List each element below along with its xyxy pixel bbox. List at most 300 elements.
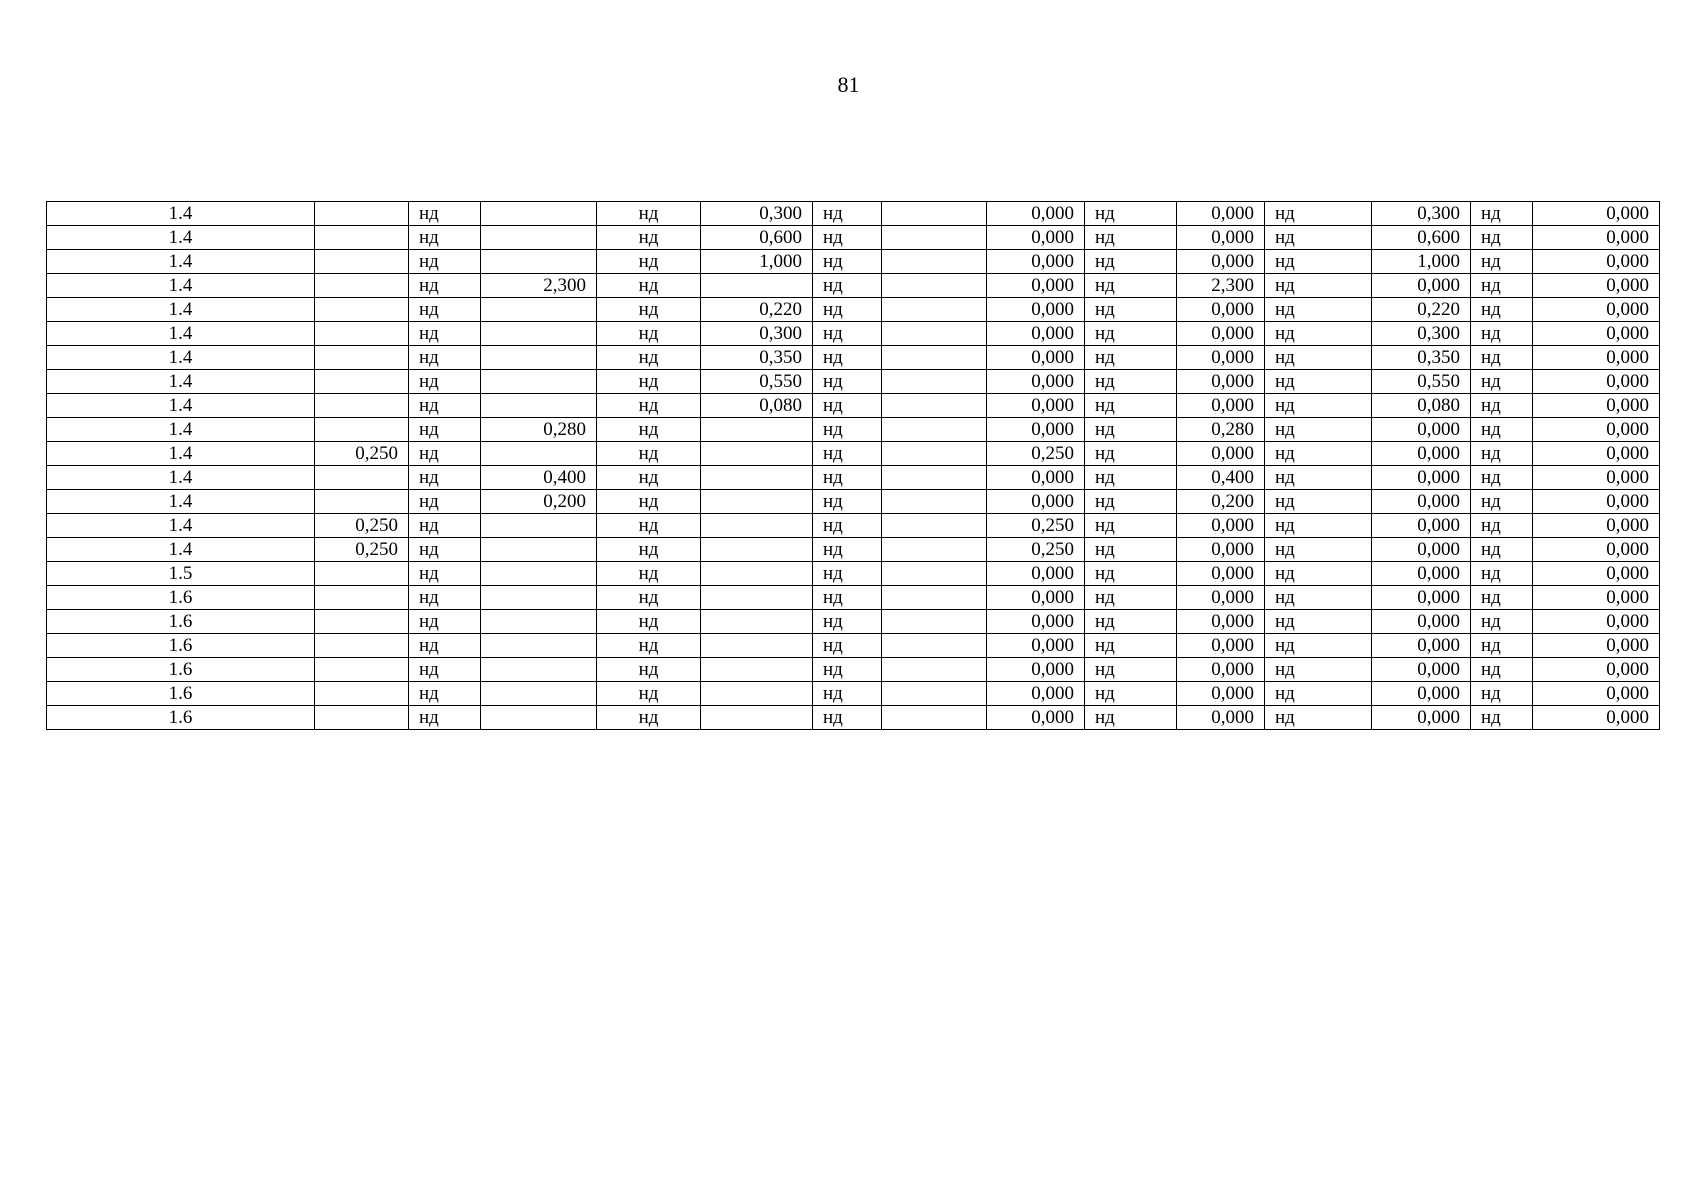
- nd-cell-5: нд: [1085, 610, 1177, 634]
- value-cell-8: 0,000: [1533, 586, 1660, 610]
- nd-cell-7: нд: [1471, 322, 1533, 346]
- value-cell-2: [481, 706, 597, 730]
- value-cell-7: 0,000: [1372, 442, 1471, 466]
- value-cell-8: 0,000: [1533, 490, 1660, 514]
- nd-cell-6: нд: [1265, 538, 1372, 562]
- nd-cell-1: нд: [409, 250, 481, 274]
- value-cell-1: [315, 490, 409, 514]
- value-cell-7: 0,600: [1372, 226, 1471, 250]
- value-cell-1: [315, 634, 409, 658]
- value-cell-1: 0,250: [315, 514, 409, 538]
- table-row: [47, 202, 1660, 226]
- value-cell-3: 1,000: [701, 250, 813, 274]
- nd-cell-7: нд: [1471, 682, 1533, 706]
- value-cell-2: [481, 562, 597, 586]
- value-cell-3: 0,300: [701, 202, 813, 226]
- nd-cell-3: нд: [813, 298, 882, 322]
- nd-cell-3: нд: [813, 682, 882, 706]
- value-cell-2: [481, 322, 597, 346]
- row-code-cell: 1.4: [47, 490, 315, 514]
- value-cell-8: 0,000: [1533, 442, 1660, 466]
- nd-cell-6: нд: [1265, 490, 1372, 514]
- nd-cell-7: нд: [1471, 274, 1533, 298]
- nd-cell-1: нд: [409, 610, 481, 634]
- nd-cell-3: нд: [813, 442, 882, 466]
- nd-cell-5: нд: [1085, 562, 1177, 586]
- table-row: [47, 250, 1660, 274]
- row-code-cell: 1.6: [47, 706, 315, 730]
- value-cell-8: 0,000: [1533, 202, 1660, 226]
- nd-cell-2: нд: [597, 706, 701, 730]
- nd-cell-2: нд: [597, 490, 701, 514]
- table-row: [47, 634, 1660, 658]
- nd-cell-3: нд: [813, 370, 882, 394]
- nd-cell-7: нд: [1471, 562, 1533, 586]
- nd-cell-5: нд: [1085, 370, 1177, 394]
- nd-cell-6: нд: [1265, 298, 1372, 322]
- nd-cell-3: нд: [813, 562, 882, 586]
- nd-cell-2: нд: [597, 514, 701, 538]
- nd-cell-3: нд: [813, 418, 882, 442]
- value-cell-1: [315, 562, 409, 586]
- value-cell-3: [701, 490, 813, 514]
- table-row: [47, 394, 1660, 418]
- value-cell-3: [701, 442, 813, 466]
- nd-cell-7: нд: [1471, 202, 1533, 226]
- value-cell-6: 0,000: [1177, 514, 1265, 538]
- table-row: [47, 538, 1660, 562]
- value-cell-8: 0,000: [1533, 466, 1660, 490]
- row-code-cell: 1.4: [47, 418, 315, 442]
- value-cell-8: 0,000: [1533, 346, 1660, 370]
- value-cell-3: [701, 514, 813, 538]
- value-cell-1: [315, 418, 409, 442]
- nd-cell-5: нд: [1085, 466, 1177, 490]
- value-cell-7: 1,000: [1372, 250, 1471, 274]
- nd-cell-6: нд: [1265, 466, 1372, 490]
- nd-cell-5: нд: [1085, 226, 1177, 250]
- nd-cell-2: нд: [597, 346, 701, 370]
- nd-cell-5: нд: [1085, 538, 1177, 562]
- value-cell-5: 0,000: [987, 610, 1085, 634]
- nd-cell-1: нд: [409, 298, 481, 322]
- value-cell-4: [882, 442, 987, 466]
- value-cell-5: 0,000: [987, 250, 1085, 274]
- value-cell-1: [315, 250, 409, 274]
- value-cell-7: 0,000: [1372, 538, 1471, 562]
- value-cell-2: 0,280: [481, 418, 597, 442]
- value-cell-8: 0,000: [1533, 370, 1660, 394]
- value-cell-7: 0,000: [1372, 514, 1471, 538]
- nd-cell-3: нд: [813, 346, 882, 370]
- value-cell-5: 0,000: [987, 562, 1085, 586]
- nd-cell-2: нд: [597, 658, 701, 682]
- value-cell-3: 0,080: [701, 394, 813, 418]
- nd-cell-7: нд: [1471, 490, 1533, 514]
- value-cell-5: 0,000: [987, 418, 1085, 442]
- value-cell-6: 0,000: [1177, 370, 1265, 394]
- nd-cell-6: нд: [1265, 610, 1372, 634]
- nd-cell-5: нд: [1085, 658, 1177, 682]
- value-cell-8: 0,000: [1533, 562, 1660, 586]
- nd-cell-5: нд: [1085, 418, 1177, 442]
- row-code-cell: 1.4: [47, 274, 315, 298]
- value-cell-4: [882, 706, 987, 730]
- value-cell-7: 0,000: [1372, 682, 1471, 706]
- row-code-cell: 1.6: [47, 586, 315, 610]
- value-cell-3: [701, 610, 813, 634]
- table-row: [47, 322, 1660, 346]
- nd-cell-7: нд: [1471, 226, 1533, 250]
- row-code-cell: 1.6: [47, 658, 315, 682]
- nd-cell-1: нд: [409, 658, 481, 682]
- value-cell-7: 0,000: [1372, 490, 1471, 514]
- value-cell-5: 0,000: [987, 706, 1085, 730]
- nd-cell-1: нд: [409, 418, 481, 442]
- value-cell-2: [481, 658, 597, 682]
- value-cell-4: [882, 418, 987, 442]
- data-table: [46, 201, 1660, 730]
- value-cell-8: 0,000: [1533, 706, 1660, 730]
- value-cell-5: 0,000: [987, 394, 1085, 418]
- value-cell-1: [315, 682, 409, 706]
- row-code-cell: 1.4: [47, 346, 315, 370]
- value-cell-1: [315, 370, 409, 394]
- nd-cell-7: нд: [1471, 586, 1533, 610]
- nd-cell-2: нд: [597, 274, 701, 298]
- nd-cell-7: нд: [1471, 394, 1533, 418]
- nd-cell-2: нд: [597, 298, 701, 322]
- value-cell-6: 0,280: [1177, 418, 1265, 442]
- nd-cell-7: нд: [1471, 706, 1533, 730]
- value-cell-4: [882, 466, 987, 490]
- row-code-cell: 1.4: [47, 394, 315, 418]
- nd-cell-3: нд: [813, 514, 882, 538]
- page-number: 81: [837, 72, 860, 97]
- nd-cell-6: нд: [1265, 634, 1372, 658]
- value-cell-5: 0,000: [987, 346, 1085, 370]
- value-cell-7: 0,000: [1372, 634, 1471, 658]
- value-cell-1: [315, 202, 409, 226]
- value-cell-7: 0,000: [1372, 418, 1471, 442]
- nd-cell-2: нд: [597, 610, 701, 634]
- value-cell-7: 0,300: [1372, 202, 1471, 226]
- value-cell-8: 0,000: [1533, 394, 1660, 418]
- value-cell-2: [481, 610, 597, 634]
- value-cell-3: [701, 658, 813, 682]
- row-code-cell: 1.4: [47, 298, 315, 322]
- table-row: [47, 562, 1660, 586]
- value-cell-1: [315, 346, 409, 370]
- value-cell-4: [882, 226, 987, 250]
- value-cell-5: 0,000: [987, 466, 1085, 490]
- value-cell-6: 0,000: [1177, 634, 1265, 658]
- value-cell-2: [481, 394, 597, 418]
- nd-cell-3: нд: [813, 250, 882, 274]
- value-cell-4: [882, 514, 987, 538]
- nd-cell-1: нд: [409, 706, 481, 730]
- value-cell-8: 0,000: [1533, 514, 1660, 538]
- value-cell-7: 0,000: [1372, 586, 1471, 610]
- value-cell-2: 2,300: [481, 274, 597, 298]
- value-cell-7: 0,080: [1372, 394, 1471, 418]
- nd-cell-1: нд: [409, 490, 481, 514]
- value-cell-3: 0,300: [701, 322, 813, 346]
- value-cell-5: 0,000: [987, 682, 1085, 706]
- table-row: [47, 682, 1660, 706]
- table-row: [47, 226, 1660, 250]
- value-cell-2: [481, 250, 597, 274]
- value-cell-6: 0,000: [1177, 226, 1265, 250]
- value-cell-8: 0,000: [1533, 418, 1660, 442]
- table-row: [47, 706, 1660, 730]
- nd-cell-6: нд: [1265, 394, 1372, 418]
- row-code-cell: 1.4: [47, 514, 315, 538]
- value-cell-1: [315, 610, 409, 634]
- value-cell-4: [882, 490, 987, 514]
- value-cell-4: [882, 682, 987, 706]
- value-cell-6: 0,000: [1177, 322, 1265, 346]
- value-cell-3: 0,350: [701, 346, 813, 370]
- nd-cell-6: нд: [1265, 562, 1372, 586]
- value-cell-4: [882, 322, 987, 346]
- value-cell-7: 0,000: [1372, 466, 1471, 490]
- value-cell-4: [882, 394, 987, 418]
- table-row: [47, 298, 1660, 322]
- nd-cell-2: нд: [597, 394, 701, 418]
- nd-cell-1: нд: [409, 226, 481, 250]
- value-cell-3: [701, 466, 813, 490]
- row-code-cell: 1.6: [47, 634, 315, 658]
- value-cell-3: [701, 538, 813, 562]
- row-code-cell: 1.4: [47, 538, 315, 562]
- nd-cell-2: нд: [597, 562, 701, 586]
- value-cell-1: [315, 298, 409, 322]
- value-cell-3: [701, 418, 813, 442]
- nd-cell-2: нд: [597, 370, 701, 394]
- nd-cell-6: нд: [1265, 586, 1372, 610]
- value-cell-7: 0,350: [1372, 346, 1471, 370]
- nd-cell-7: нд: [1471, 250, 1533, 274]
- nd-cell-1: нд: [409, 634, 481, 658]
- nd-cell-1: нд: [409, 466, 481, 490]
- nd-cell-5: нд: [1085, 634, 1177, 658]
- row-code-cell: 1.4: [47, 250, 315, 274]
- value-cell-6: 0,000: [1177, 298, 1265, 322]
- value-cell-8: 0,000: [1533, 250, 1660, 274]
- value-cell-6: 0,000: [1177, 706, 1265, 730]
- value-cell-1: [315, 322, 409, 346]
- nd-cell-5: нд: [1085, 490, 1177, 514]
- nd-cell-6: нд: [1265, 370, 1372, 394]
- value-cell-1: 0,250: [315, 442, 409, 466]
- value-cell-7: 0,220: [1372, 298, 1471, 322]
- nd-cell-3: нд: [813, 274, 882, 298]
- value-cell-2: [481, 442, 597, 466]
- value-cell-6: 0,000: [1177, 682, 1265, 706]
- value-cell-2: [481, 634, 597, 658]
- nd-cell-6: нд: [1265, 514, 1372, 538]
- nd-cell-5: нд: [1085, 682, 1177, 706]
- value-cell-6: 0,000: [1177, 586, 1265, 610]
- value-cell-8: 0,000: [1533, 226, 1660, 250]
- value-cell-1: [315, 658, 409, 682]
- nd-cell-5: нд: [1085, 274, 1177, 298]
- value-cell-6: 0,000: [1177, 610, 1265, 634]
- nd-cell-2: нд: [597, 538, 701, 562]
- nd-cell-1: нд: [409, 442, 481, 466]
- value-cell-2: [481, 586, 597, 610]
- nd-cell-1: нд: [409, 274, 481, 298]
- nd-cell-6: нд: [1265, 442, 1372, 466]
- value-cell-8: 0,000: [1533, 682, 1660, 706]
- table-row: [47, 418, 1660, 442]
- value-cell-5: 0,000: [987, 490, 1085, 514]
- nd-cell-2: нд: [597, 442, 701, 466]
- row-code-cell: 1.4: [47, 322, 315, 346]
- value-cell-2: 0,200: [481, 490, 597, 514]
- nd-cell-3: нд: [813, 322, 882, 346]
- value-cell-6: 0,000: [1177, 394, 1265, 418]
- nd-cell-3: нд: [813, 202, 882, 226]
- nd-cell-5: нд: [1085, 322, 1177, 346]
- table-body: [47, 202, 1660, 730]
- value-cell-4: [882, 346, 987, 370]
- value-cell-4: [882, 370, 987, 394]
- value-cell-2: [481, 346, 597, 370]
- value-cell-1: [315, 226, 409, 250]
- nd-cell-5: нд: [1085, 394, 1177, 418]
- value-cell-7: 0,550: [1372, 370, 1471, 394]
- value-cell-4: [882, 586, 987, 610]
- value-cell-2: [481, 370, 597, 394]
- nd-cell-2: нд: [597, 202, 701, 226]
- nd-cell-3: нд: [813, 226, 882, 250]
- value-cell-8: 0,000: [1533, 298, 1660, 322]
- nd-cell-6: нд: [1265, 682, 1372, 706]
- value-cell-6: 0,000: [1177, 538, 1265, 562]
- nd-cell-6: нд: [1265, 250, 1372, 274]
- value-cell-1: [315, 274, 409, 298]
- nd-cell-5: нд: [1085, 442, 1177, 466]
- table-row: [47, 346, 1660, 370]
- row-code-cell: 1.4: [47, 370, 315, 394]
- value-cell-5: 0,250: [987, 442, 1085, 466]
- value-cell-4: [882, 634, 987, 658]
- nd-cell-1: нд: [409, 394, 481, 418]
- nd-cell-5: нд: [1085, 586, 1177, 610]
- nd-cell-7: нд: [1471, 634, 1533, 658]
- nd-cell-6: нд: [1265, 226, 1372, 250]
- nd-cell-6: нд: [1265, 706, 1372, 730]
- value-cell-5: 0,000: [987, 586, 1085, 610]
- value-cell-6: 0,000: [1177, 202, 1265, 226]
- nd-cell-2: нд: [597, 322, 701, 346]
- table-row: [47, 490, 1660, 514]
- value-cell-4: [882, 658, 987, 682]
- row-code-cell: 1.6: [47, 682, 315, 706]
- value-cell-2: [481, 298, 597, 322]
- value-cell-8: 0,000: [1533, 658, 1660, 682]
- value-cell-5: 0,000: [987, 370, 1085, 394]
- value-cell-6: 0,000: [1177, 346, 1265, 370]
- value-cell-6: 2,300: [1177, 274, 1265, 298]
- value-cell-8: 0,000: [1533, 322, 1660, 346]
- value-cell-6: 0,000: [1177, 658, 1265, 682]
- table-row: [47, 586, 1660, 610]
- value-cell-1: [315, 466, 409, 490]
- nd-cell-1: нд: [409, 682, 481, 706]
- value-cell-8: 0,000: [1533, 274, 1660, 298]
- row-code-cell: 1.6: [47, 610, 315, 634]
- nd-cell-3: нд: [813, 610, 882, 634]
- nd-cell-6: нд: [1265, 322, 1372, 346]
- value-cell-5: 0,000: [987, 658, 1085, 682]
- nd-cell-1: нд: [409, 346, 481, 370]
- value-cell-1: [315, 394, 409, 418]
- row-code-cell: 1.4: [47, 226, 315, 250]
- nd-cell-6: нд: [1265, 418, 1372, 442]
- value-cell-5: 0,000: [987, 226, 1085, 250]
- table-row: [47, 442, 1660, 466]
- value-cell-3: [701, 682, 813, 706]
- value-cell-6: 0,000: [1177, 250, 1265, 274]
- value-cell-4: [882, 202, 987, 226]
- value-cell-7: 0,000: [1372, 562, 1471, 586]
- nd-cell-6: нд: [1265, 658, 1372, 682]
- nd-cell-5: нд: [1085, 202, 1177, 226]
- nd-cell-5: нд: [1085, 514, 1177, 538]
- nd-cell-7: нд: [1471, 418, 1533, 442]
- value-cell-3: [701, 706, 813, 730]
- nd-cell-7: нд: [1471, 442, 1533, 466]
- value-cell-3: [701, 562, 813, 586]
- nd-cell-2: нд: [597, 634, 701, 658]
- nd-cell-3: нд: [813, 490, 882, 514]
- value-cell-7: 0,000: [1372, 274, 1471, 298]
- nd-cell-6: нд: [1265, 202, 1372, 226]
- value-cell-2: [481, 682, 597, 706]
- table-row: [47, 658, 1660, 682]
- nd-cell-2: нд: [597, 466, 701, 490]
- nd-cell-7: нд: [1471, 466, 1533, 490]
- nd-cell-7: нд: [1471, 658, 1533, 682]
- value-cell-7: 0,000: [1372, 610, 1471, 634]
- value-cell-2: 0,400: [481, 466, 597, 490]
- value-cell-3: [701, 274, 813, 298]
- value-cell-4: [882, 274, 987, 298]
- row-code-cell: 1.4: [47, 202, 315, 226]
- value-cell-4: [882, 610, 987, 634]
- value-cell-2: [481, 202, 597, 226]
- nd-cell-5: нд: [1085, 706, 1177, 730]
- table-row: [47, 466, 1660, 490]
- row-code-cell: 1.4: [47, 466, 315, 490]
- nd-cell-7: нд: [1471, 538, 1533, 562]
- value-cell-5: 0,250: [987, 538, 1085, 562]
- value-cell-3: [701, 586, 813, 610]
- nd-cell-1: нд: [409, 370, 481, 394]
- nd-cell-3: нд: [813, 706, 882, 730]
- nd-cell-6: нд: [1265, 274, 1372, 298]
- value-cell-4: [882, 538, 987, 562]
- nd-cell-2: нд: [597, 682, 701, 706]
- value-cell-4: [882, 562, 987, 586]
- nd-cell-7: нд: [1471, 610, 1533, 634]
- row-code-cell: 1.4: [47, 442, 315, 466]
- nd-cell-1: нд: [409, 514, 481, 538]
- table-row: [47, 610, 1660, 634]
